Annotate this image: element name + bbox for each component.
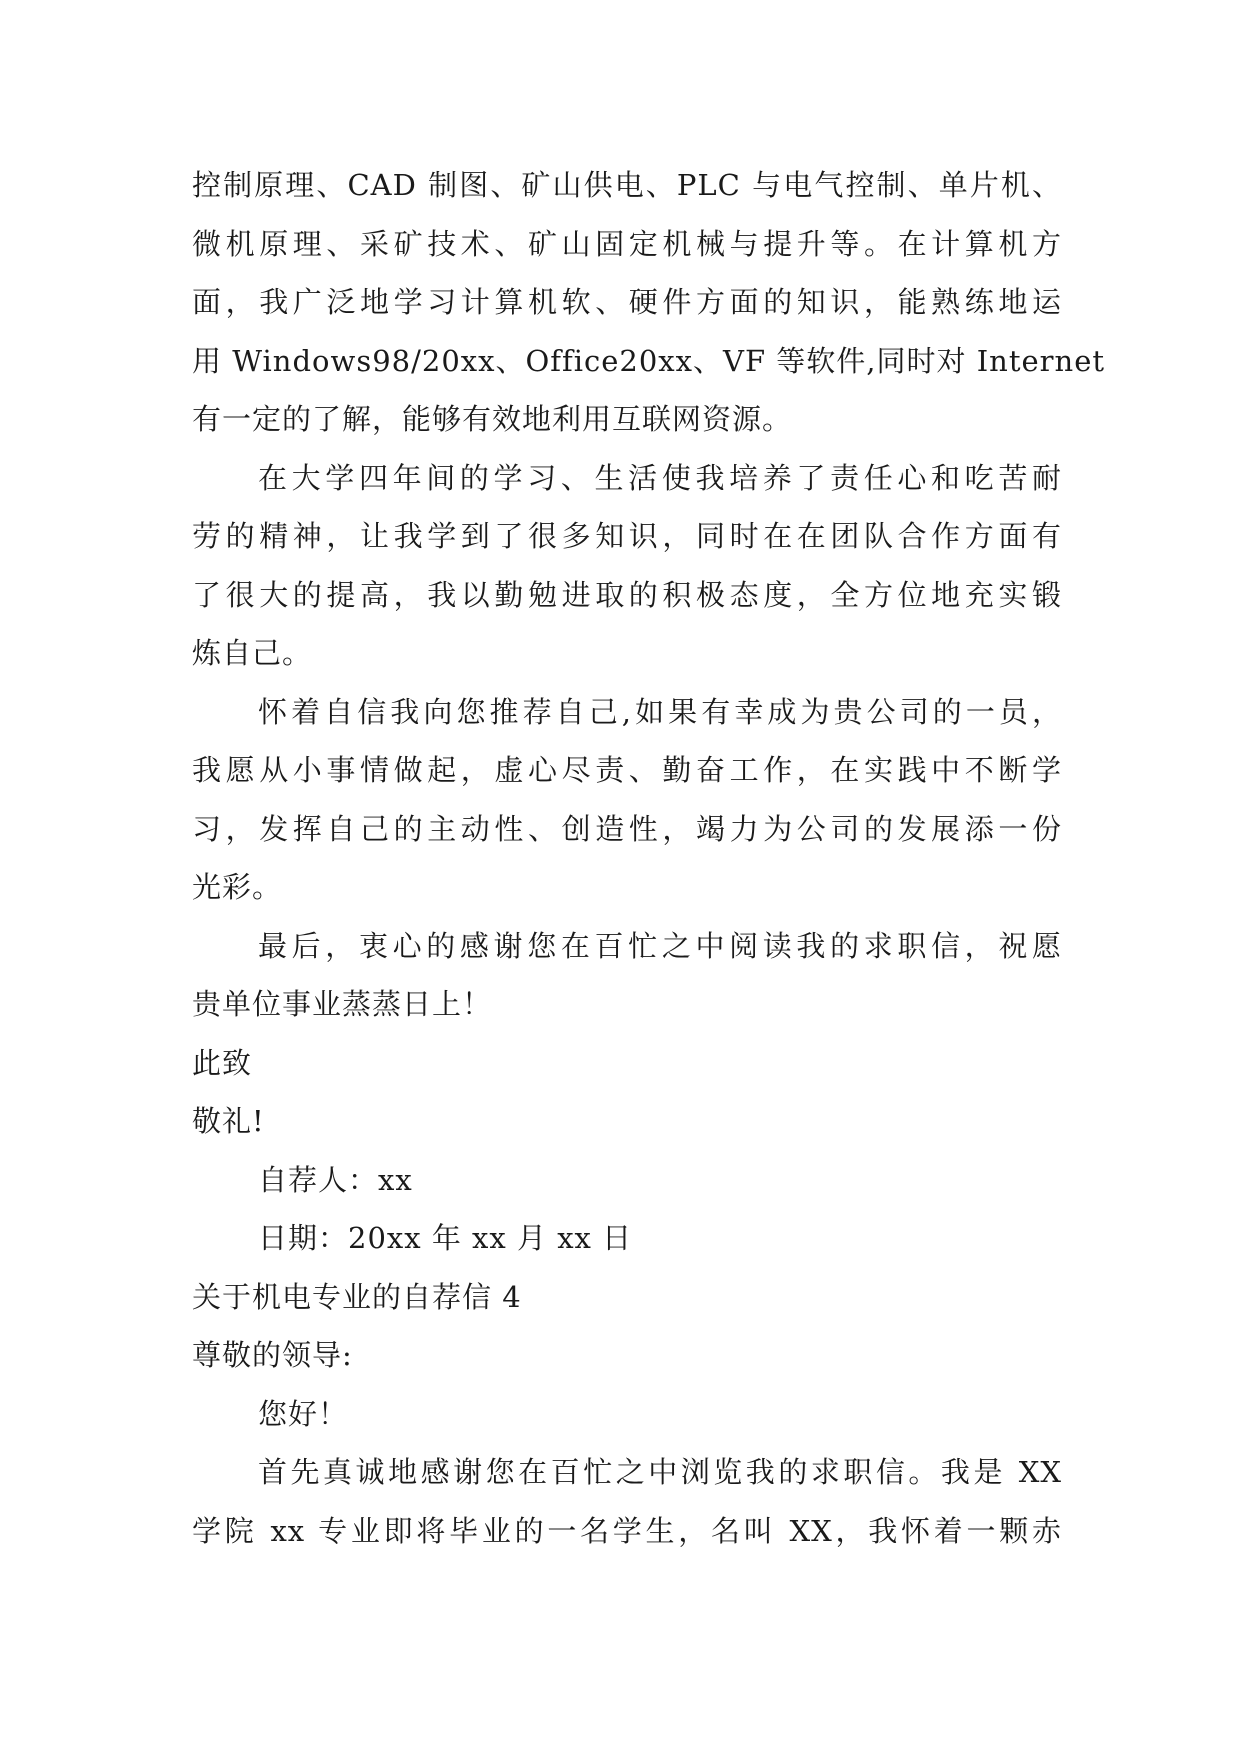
text-line: 习，发挥自己的主动性、创造性，竭力为公司的发展添一份 <box>192 811 1062 846</box>
text-line: 此致 <box>192 1045 253 1080</box>
text-line: 劳的精神，让我学到了很多知识，同时在在团队合作方面有 <box>192 519 1062 553</box>
letter-body <box>192 156 1106 1560</box>
text-line: 日期：20xx 年 xx 月 xx 日 <box>258 1221 633 1255</box>
text-line: 您好！ <box>258 1396 349 1431</box>
text-line: 自荐人：xx <box>258 1162 413 1197</box>
text-line: 面，我广泛地学习计算机软、硬件方面的知识，能熟练地运 <box>192 285 1062 319</box>
text-line: 控制原理、CAD 制图、矿山供电、PLC 与电气控制、单片机、 <box>192 168 1062 202</box>
text-line: 在大学四年间的学习、生活使我培养了责任心和吃苦耐 <box>258 460 1062 495</box>
text-line: 尊敬的领导: <box>192 1338 353 1372</box>
text-line: 光彩。 <box>192 870 283 904</box>
text-line: 我愿从小事情做起，虚心尽责、勤奋工作，在实践中不断学 <box>192 753 1062 787</box>
text-line: 最后，衷心的感谢您在百忙之中阅读我的求职信，祝愿 <box>258 928 1062 963</box>
text-line: 关于机电专业的自荐信 4 <box>192 1279 522 1314</box>
text-line: 有一定的了解，能够有效地利用互联网资源。 <box>192 402 793 436</box>
text-line: 炼自己。 <box>192 636 313 670</box>
text-line: 敬礼! <box>192 1104 265 1138</box>
text-line: 贵单位事业蒸蒸日上！ <box>192 987 493 1021</box>
text-line: 微机原理、采矿技术、矿山固定机械与提升等。在计算机方 <box>192 226 1062 261</box>
text-line: 学院 xx 专业即将毕业的一名学生，名叫 XX，我怀着一颗赤 <box>192 1513 1062 1548</box>
text-line: 用 Windows98/20xx、Office20xx、VF 等软件,同时对 Internet <box>192 343 1106 378</box>
text-line: 怀着自信我向您推荐自己,如果有幸成为贵公司的一员， <box>258 694 1062 729</box>
text-line: 了很大的提高，我以勤勉进取的积极态度，全方位地充实锻 <box>192 577 1062 612</box>
text-line: 首先真诚地感谢您在百忙之中浏览我的求职信。我是 XX <box>258 1455 1062 1489</box>
